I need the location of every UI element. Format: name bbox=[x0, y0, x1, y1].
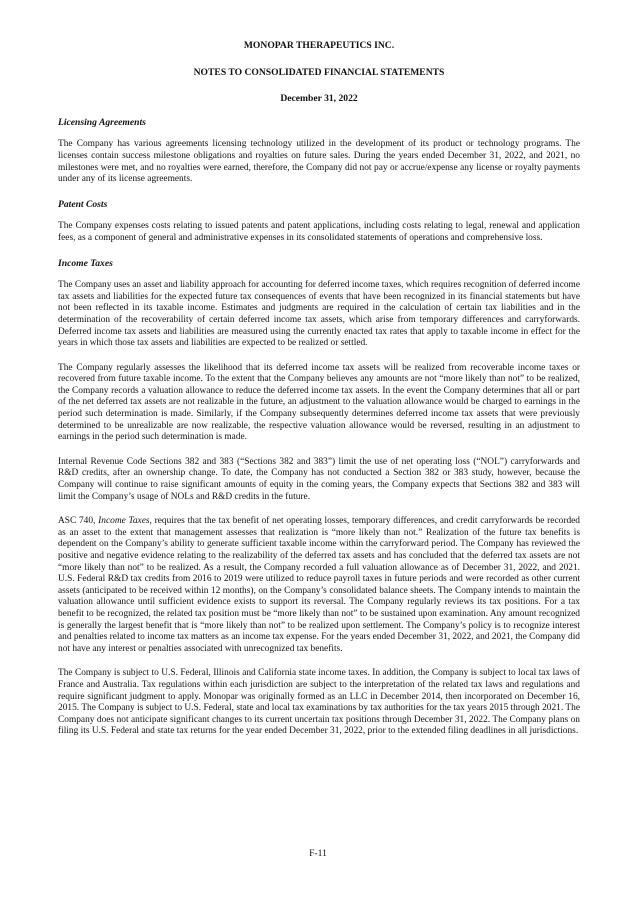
paragraph bbox=[58, 516, 580, 655]
document-date: December 31, 2022 bbox=[280, 93, 358, 105]
paragraph: The Company regularly assesses the likelihood that its deferred income tax assets will be realized from recoverable income taxes or recovered from future taxable income. To the extent that the Company believes any amounts are not “more likely than not” to be realized, the Company records a valuation allowance to reduce the deferred income tax assets. In the event the Company determines that all or part of the net deferred tax assets are not realizable in the future, an adjustment to the valuation allowance would be charged to earnings in the period such determination is made. Similarly, if the Company subsequently determines deferred income tax assets that were previously determined to be unrealizable are now realizable, the respective valuation allowance would be reversed, resulting in an adjustment to earnings in the period such determination is made. bbox=[58, 362, 580, 443]
section-heading: Income Taxes bbox=[58, 257, 113, 269]
section-income-taxes bbox=[58, 258, 580, 738]
paragraph: The Company expenses costs relating to issued patents and patent applications, including costs relating to legal, renewal and application fees, as a component of general and administrative expenses in its consolidated statements of operations and comprehensive loss. bbox=[58, 221, 580, 243]
section-heading: Licensing Agreements bbox=[58, 116, 146, 128]
company-name: MONOPAR THERAPEUTICS INC. bbox=[243, 40, 395, 51]
document-page bbox=[58, 40, 580, 751]
paragraph: The Company uses an asset and liability approach for accounting for deferred income taxes, which requires recognition of deferred income tax assets and liabilities for the expected future tax consequences of events that have been recognized in its financial statements but have not been reflected in its taxable income. Estimates and judgments are required in the calculation of certain tax liabilities and in the determination of the recoverability of certain deferred income tax assets, which arise from temporary differences and carryforwards. Deferred income tax assets and liabilities are measured using the currently enacted tax rates that apply to taxable income in effect for the years in which those tax assets and liabilities are expected to be realized or settled. bbox=[58, 280, 580, 349]
paragraph: Internal Revenue Code Sections 382 and 383 (“Sections 382 and 383”) limit the use of net operating loss (“NOL”) carryforwards and R&D credits, after an ownership change. To date, the Company has not conducted a Section 382 or 383 study, however, because the Company will continue to raise significant amounts of equity in the coming years, the Company expects that Sections 382 and 383 will limit the Company’s usage of NOLs and R&D credits in the future. bbox=[58, 456, 580, 502]
paragraph: The Company has various agreements licensing technology utilized in the development of its product or technology programs. The licenses contain success milestone obligations and royalties on future sales. During the years ended December 31, 2022, and 2021, no milestones were met, and no royalties were earned, therefore, the Company did not pay or accrue/expense any license or royalty payments under any of its license agreements. bbox=[58, 139, 580, 185]
paragraph: The Company is subject to U.S. Federal, Illinois and California state income taxes. In addition, the Company is subject to local tax laws of France and Australia. Tax regulations within each jurisdiction are subject to the interpretation of the related tax laws and regulations and require significant judgment to apply. Monopar was originally formed as an LLC in December 2014, then incorporated on December 16, 2015. The Company is subject to U.S. Federal, state and local tax examinations by tax authorities for the tax years 2015 through 2021. The Company does not anticipate significant changes to its current uncertain tax positions through December 31, 2022. The Company plans on filing its U.S. Federal and state tax returns for the year ended December 31, 2022, prior to the extended filing deadlines in all jurisdictions. bbox=[58, 668, 580, 737]
section-patent-costs bbox=[58, 199, 580, 245]
paragraph-rest: , requires that the tax benefit of net operating losses, temporary differences, and credit carryforwards be recorded as an asset to the extent that management assesses that realization is “more likely than not.” Realization of the future tax benefits is dependent on the Company’s ability to generate sufficient taxable income within the carryforward period. The Company has reviewed the positive and negative evidence relating to the realizability of the deferred tax assets and has concluded that the deferred tax assets are not “more likely than not” to be realized. As a result, the Company recorded a full valuation allowance as of December 31, 2022, and 2021. U.S. Federal R&D tax credits from 2016 to 2019 were utilized to reduce payroll taxes in future periods and were recorded as other current assets (anticipated to be received within 12 months), on the Company’s consolidated balance sheets. The Company intends to maintain the valuation allowance until sufficient evidence exists to support its reversal. The Company regularly reviews its tax positions. For a tax benefit to be recognized, the related tax position must be “more likely than not” to be sustained upon examination. Any amount recognized is generally the largest benefit that is “more likely than not” to be realized upon settlement. The Company’s policy is to recognize interest and penalties related to income tax matters as an income tax expense. For the years ended December 31, 2022, and 2021, the Company did not have any interest or penalties associated with unrecognized tax benefits. bbox=[58, 516, 580, 654]
section-heading: Patent Costs bbox=[58, 198, 108, 210]
page-number: F-11 bbox=[309, 848, 327, 859]
standard-title: Income Taxes bbox=[98, 516, 150, 527]
section-licensing-agreements bbox=[58, 117, 580, 186]
paragraph-lead: ASC 740, bbox=[58, 516, 99, 527]
document-title: NOTES TO CONSOLIDATED FINANCIAL STATEMENTS bbox=[193, 66, 445, 78]
